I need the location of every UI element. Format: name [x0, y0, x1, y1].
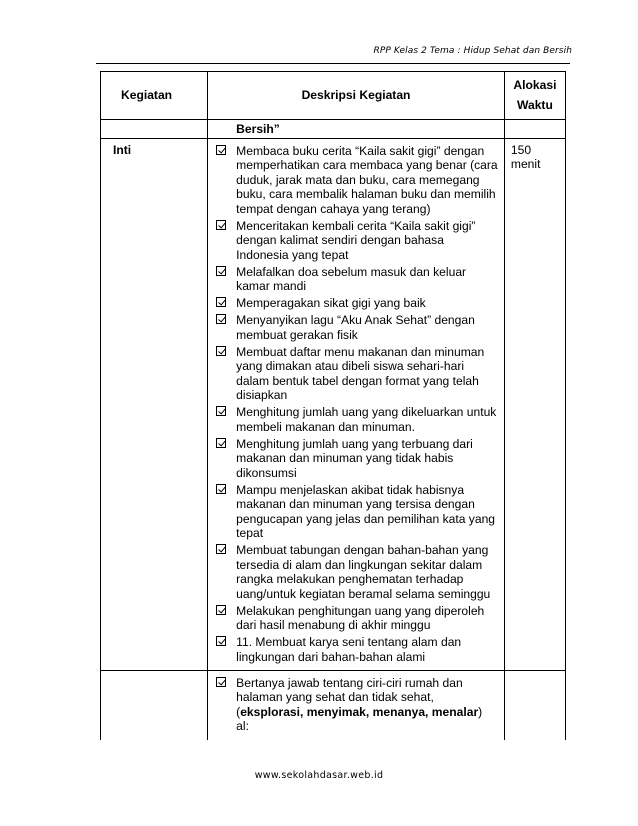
checkbox-icon: [216, 605, 226, 615]
list-item-text: Menceritakan kembali cerita “Kaila sakit gigi” dengan kalimat sendiri dengan bahasa Indonesia yang tepat: [236, 218, 476, 262]
inti-time-unit: menit: [510, 157, 541, 171]
continuation-text: Bersih”: [208, 120, 505, 139]
list-item: [216, 219, 498, 263]
table-header-row: [101, 72, 566, 120]
alokasi-line-1: Alokasi: [513, 78, 557, 92]
last-row-time-empty: [504, 670, 565, 740]
page-header: RPP Kelas 2 Tema : Hidup Sehat dan Bersih: [373, 46, 572, 56]
continuation-time-empty: [504, 120, 565, 139]
list-item: [216, 604, 498, 633]
last-row-description: [208, 670, 505, 740]
list-item-text: 11. Membuat karya seni tentang alam dan lingkungan dari bahan-bahan alami: [236, 635, 462, 664]
checkbox-icon: [216, 677, 226, 687]
inti-label: Inti: [101, 138, 208, 670]
list-item: [216, 635, 498, 664]
list-item: [216, 437, 498, 481]
list-item: [216, 483, 498, 541]
last-item-list: [208, 671, 504, 741]
header-rule: [96, 63, 570, 64]
list-item: [216, 144, 498, 217]
inti-time-value: 150: [510, 142, 532, 157]
continuation-cell-empty: [101, 120, 208, 139]
inti-time: [504, 138, 565, 670]
list-item-text: Memperagakan sikat gigi yang baik: [236, 296, 426, 310]
list-item-text: Menghitung jumlah uang yang dikeluarkan untuk membeli makanan dan minuman.: [236, 405, 497, 434]
col-kegiatan-header: Kegiatan: [101, 72, 208, 120]
alokasi-line-2: Waktu: [517, 98, 553, 112]
list-item-text: Mampu menjelaskan akibat tidak habisnya makanan dan minuman yang tersisa dengan pengucapan yang jelas dan pemilihan kata yang tepat: [236, 482, 496, 540]
checkbox-icon: [216, 346, 226, 356]
inti-item-list: [208, 139, 504, 670]
col-alokasi-header: [504, 72, 565, 120]
col-deskripsi-header: Deskripsi Kegiatan: [208, 72, 505, 120]
inti-description: [208, 138, 505, 670]
list-item-text: Menyanyikan lagu “Aku Anak Sehat” dengan membuat gerakan fisik: [236, 313, 475, 342]
activity-table: [100, 71, 566, 740]
checkbox-icon: [216, 297, 226, 307]
last-item-prefix: Bertanya jawab tentang ciri-ciri rumah dan halaman yang sehat dan tidak sehat, (: [236, 675, 463, 719]
checkbox-icon: [216, 544, 226, 554]
last-row: [101, 670, 566, 740]
list-item-text: Membuat daftar menu makanan dan minuman yang dimakan atau dibeli siswa sehari-hari dalam bentuk tabel dengan format yang telah disiapkan: [236, 344, 485, 402]
last-item-suffix: ) al:: [236, 704, 483, 733]
list-item: [216, 296, 498, 311]
list-item-text: Melafalkan doa sebelum masuk dan keluar kamar mandi: [236, 264, 467, 293]
checkbox-icon: [216, 266, 226, 276]
continuation-row: [101, 120, 566, 139]
list-item-text: Melakukan penghitungan uang yang diperoleh dari hasil menabung di akhir minggu: [236, 603, 485, 632]
inti-row: [101, 138, 566, 670]
page-footer: www.sekolahdasar.web.id: [254, 770, 384, 781]
list-item-text: Membaca buku cerita “Kaila sakit gigi” dengan memperhatikan cara membaca yang benar (cara duduk, jarak mata dan buku, cara memegang buku, cara membalik halaman buku dan memilih tempat dengan cahaya yang terang): [236, 143, 498, 216]
checkbox-icon: [216, 484, 226, 494]
last-item-bold: eksplorasi, menyimak, menanya, menalar: [240, 704, 479, 719]
checkbox-icon: [216, 636, 226, 646]
checkbox-icon: [216, 220, 226, 230]
checkbox-icon: [216, 406, 226, 416]
list-item: [216, 265, 498, 294]
checkbox-icon: [216, 314, 226, 324]
list-item-text: Membuat tabungan dengan bahan-bahan yang tersedia di alam dan lingkungan sekitar dalam rangka melakukan penghematan terhadap uang/untuk kegiatan beramal selama seminggu: [236, 543, 491, 601]
list-item: [216, 313, 498, 342]
last-row-empty: [101, 670, 208, 740]
list-item: [216, 676, 498, 734]
checkbox-icon: [216, 145, 226, 155]
list-item: [216, 345, 498, 403]
checkbox-icon: [216, 438, 226, 448]
list-item-text: Menghitung jumlah uang yang terbuang dari makanan dan minuman yang tidak habis dikonsumsi: [236, 436, 473, 480]
list-item: [216, 543, 498, 601]
list-item: [216, 405, 498, 434]
